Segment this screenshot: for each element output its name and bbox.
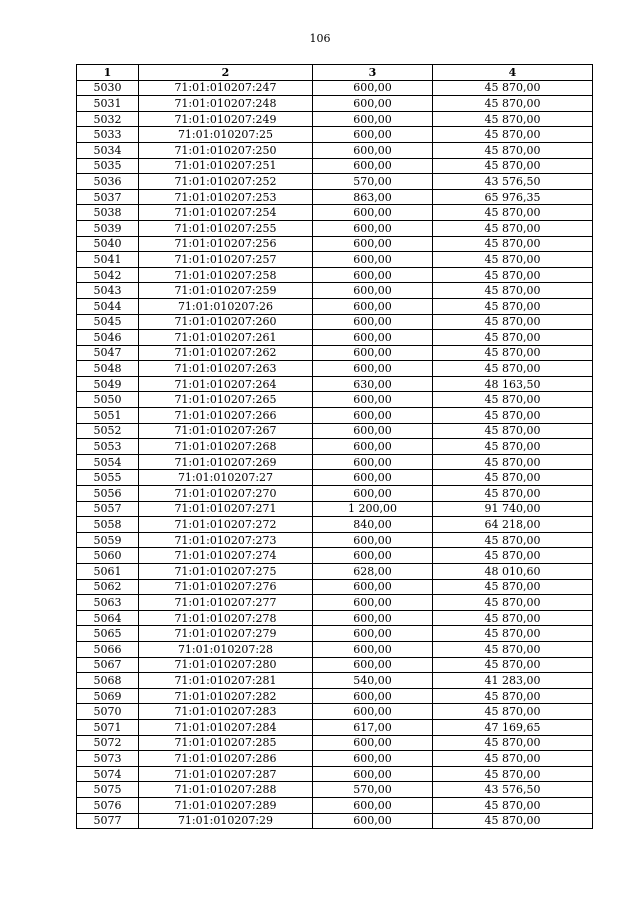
table-row: [77, 80, 593, 96]
table-header: [77, 65, 593, 81]
area-cell: 600,00: [313, 330, 433, 346]
cadastral-number-cell: 71:01:010207:252: [139, 174, 313, 190]
value-cell: 43 576,50: [433, 782, 593, 798]
value-cell: 45 870,00: [433, 423, 593, 439]
value-cell: 45 870,00: [433, 298, 593, 314]
area-cell: 600,00: [313, 205, 433, 221]
cadastral-number-cell: 71:01:010207:277: [139, 595, 313, 611]
cadastral-number-cell: 71:01:010207:286: [139, 751, 313, 767]
cadastral-number-cell: 71:01:010207:283: [139, 704, 313, 720]
cadastral-number-cell: 71:01:010207:251: [139, 158, 313, 174]
cadastral-number-cell: 71:01:010207:26: [139, 298, 313, 314]
table-row: [77, 314, 593, 330]
cadastral-number-cell: 71:01:010207:267: [139, 423, 313, 439]
table-row: [77, 626, 593, 642]
row-number-cell: 5038: [77, 205, 139, 221]
value-cell: 45 870,00: [433, 158, 593, 174]
value-cell: 45 870,00: [433, 454, 593, 470]
area-cell: 600,00: [313, 595, 433, 611]
row-number-cell: 5068: [77, 673, 139, 689]
table-row: [77, 641, 593, 657]
cadastral-number-cell: 71:01:010207:268: [139, 439, 313, 455]
value-cell: 45 870,00: [433, 704, 593, 720]
row-number-cell: 5059: [77, 532, 139, 548]
row-number-cell: 5039: [77, 220, 139, 236]
table-body: [77, 80, 593, 829]
table-row: [77, 657, 593, 673]
value-cell: 64 218,00: [433, 517, 593, 533]
area-cell: 600,00: [313, 439, 433, 455]
row-number-cell: 5035: [77, 158, 139, 174]
area-cell: 600,00: [313, 314, 433, 330]
row-number-cell: 5073: [77, 751, 139, 767]
table-row: [77, 454, 593, 470]
table-row: [77, 470, 593, 486]
value-cell: 45 870,00: [433, 626, 593, 642]
cadastral-number-cell: 71:01:010207:247: [139, 80, 313, 96]
area-cell: 600,00: [313, 813, 433, 829]
cadastral-number-cell: 71:01:010207:253: [139, 189, 313, 205]
table-row: [77, 610, 593, 626]
row-number-cell: 5045: [77, 314, 139, 330]
row-number-cell: 5034: [77, 142, 139, 158]
area-cell: 600,00: [313, 142, 433, 158]
table-row: [77, 704, 593, 720]
table-row: [77, 220, 593, 236]
row-number-cell: 5031: [77, 96, 139, 112]
row-number-cell: 5072: [77, 735, 139, 751]
value-cell: 45 870,00: [433, 688, 593, 704]
value-cell: 45 870,00: [433, 330, 593, 346]
area-cell: 600,00: [313, 236, 433, 252]
value-cell: 45 870,00: [433, 96, 593, 112]
table-row: [77, 751, 593, 767]
table-row: [77, 174, 593, 190]
value-cell: 45 870,00: [433, 579, 593, 595]
area-cell: 600,00: [313, 361, 433, 377]
table-row: [77, 517, 593, 533]
table-row: [77, 267, 593, 283]
value-cell: 45 870,00: [433, 439, 593, 455]
row-number-cell: 5074: [77, 766, 139, 782]
area-cell: 600,00: [313, 127, 433, 143]
area-cell: 600,00: [313, 392, 433, 408]
table-row: [77, 376, 593, 392]
table-row: [77, 205, 593, 221]
table-row: [77, 283, 593, 299]
area-cell: 600,00: [313, 408, 433, 424]
table-row: [77, 501, 593, 517]
area-cell: 600,00: [313, 423, 433, 439]
row-number-cell: 5051: [77, 408, 139, 424]
cadastral-number-cell: 71:01:010207:289: [139, 797, 313, 813]
row-number-cell: 5048: [77, 361, 139, 377]
value-cell: 45 870,00: [433, 283, 593, 299]
table-row: [77, 96, 593, 112]
cadastral-number-cell: 71:01:010207:263: [139, 361, 313, 377]
cadastral-number-cell: 71:01:010207:279: [139, 626, 313, 642]
row-number-cell: 5061: [77, 564, 139, 580]
cadastral-number-cell: 71:01:010207:254: [139, 205, 313, 221]
table-row: [77, 252, 593, 268]
column-header-4: 4: [433, 65, 593, 81]
row-number-cell: 5037: [77, 189, 139, 205]
cadastral-number-cell: 71:01:010207:257: [139, 252, 313, 268]
cadastral-number-cell: 71:01:010207:271: [139, 501, 313, 517]
value-cell: 43 576,50: [433, 174, 593, 190]
area-cell: 600,00: [313, 704, 433, 720]
column-header-2: 2: [139, 65, 313, 81]
row-number-cell: 5055: [77, 470, 139, 486]
table-row: [77, 423, 593, 439]
row-number-cell: 5065: [77, 626, 139, 642]
row-number-cell: 5030: [77, 80, 139, 96]
table-row: [77, 579, 593, 595]
cadastral-number-cell: 71:01:010207:273: [139, 532, 313, 548]
row-number-cell: 5046: [77, 330, 139, 346]
cadastral-number-cell: 71:01:010207:259: [139, 283, 313, 299]
value-cell: 45 870,00: [433, 766, 593, 782]
cadastral-number-cell: 71:01:010207:274: [139, 548, 313, 564]
row-number-cell: 5067: [77, 657, 139, 673]
row-number-cell: 5032: [77, 111, 139, 127]
row-number-cell: 5064: [77, 610, 139, 626]
column-header-3: 3: [313, 65, 433, 81]
area-cell: 600,00: [313, 111, 433, 127]
row-number-cell: 5058: [77, 517, 139, 533]
value-cell: 45 870,00: [433, 735, 593, 751]
row-number-cell: 5070: [77, 704, 139, 720]
row-number-cell: 5036: [77, 174, 139, 190]
cadastral-number-cell: 71:01:010207:275: [139, 564, 313, 580]
value-cell: 45 870,00: [433, 797, 593, 813]
value-cell: 48 010,60: [433, 564, 593, 580]
table-row: [77, 532, 593, 548]
cadastral-number-cell: 71:01:010207:287: [139, 766, 313, 782]
area-cell: 863,00: [313, 189, 433, 205]
page-number: 106: [309, 32, 331, 45]
value-cell: 45 870,00: [433, 641, 593, 657]
area-cell: 600,00: [313, 298, 433, 314]
table-row: [77, 142, 593, 158]
table-row: [77, 111, 593, 127]
area-cell: 600,00: [313, 532, 433, 548]
table-row: [77, 782, 593, 798]
value-cell: 45 870,00: [433, 345, 593, 361]
cadastral-number-cell: 71:01:010207:249: [139, 111, 313, 127]
row-number-cell: 5062: [77, 579, 139, 595]
area-cell: 600,00: [313, 486, 433, 502]
table-row: [77, 127, 593, 143]
value-cell: 45 870,00: [433, 408, 593, 424]
table-row: [77, 439, 593, 455]
table-row: [77, 719, 593, 735]
cadastral-number-cell: 71:01:010207:280: [139, 657, 313, 673]
cadastral-number-cell: 71:01:010207:264: [139, 376, 313, 392]
area-cell: 600,00: [313, 548, 433, 564]
area-cell: 600,00: [313, 220, 433, 236]
value-cell: 45 870,00: [433, 470, 593, 486]
area-cell: 570,00: [313, 174, 433, 190]
cadastral-number-cell: 71:01:010207:284: [139, 719, 313, 735]
table-row: [77, 361, 593, 377]
value-cell: 45 870,00: [433, 548, 593, 564]
column-header-1: 1: [77, 65, 139, 81]
area-cell: 600,00: [313, 688, 433, 704]
row-number-cell: 5047: [77, 345, 139, 361]
value-cell: 91 740,00: [433, 501, 593, 517]
value-cell: 45 870,00: [433, 486, 593, 502]
row-number-cell: 5077: [77, 813, 139, 829]
value-cell: 45 870,00: [433, 610, 593, 626]
area-cell: 600,00: [313, 766, 433, 782]
value-cell: 45 870,00: [433, 127, 593, 143]
data-table: [76, 64, 593, 829]
area-cell: 570,00: [313, 782, 433, 798]
area-cell: 540,00: [313, 673, 433, 689]
value-cell: 65 976,35: [433, 189, 593, 205]
area-cell: 600,00: [313, 267, 433, 283]
table-row: [77, 688, 593, 704]
area-cell: 617,00: [313, 719, 433, 735]
value-cell: 45 870,00: [433, 267, 593, 283]
cadastral-number-cell: 71:01:010207:248: [139, 96, 313, 112]
cadastral-number-cell: 71:01:010207:29: [139, 813, 313, 829]
value-cell: 45 870,00: [433, 111, 593, 127]
cadastral-number-cell: 71:01:010207:288: [139, 782, 313, 798]
table-row: [77, 392, 593, 408]
area-cell: 600,00: [313, 626, 433, 642]
value-cell: 45 870,00: [433, 751, 593, 767]
value-cell: 45 870,00: [433, 657, 593, 673]
area-cell: 600,00: [313, 345, 433, 361]
row-number-cell: 5056: [77, 486, 139, 502]
row-number-cell: 5033: [77, 127, 139, 143]
value-cell: 45 870,00: [433, 361, 593, 377]
area-cell: 600,00: [313, 579, 433, 595]
cadastral-number-cell: 71:01:010207:250: [139, 142, 313, 158]
cadastral-number-cell: 71:01:010207:256: [139, 236, 313, 252]
value-cell: 45 870,00: [433, 532, 593, 548]
value-cell: 45 870,00: [433, 252, 593, 268]
row-number-cell: 5063: [77, 595, 139, 611]
table-row: [77, 797, 593, 813]
cadastral-number-cell: 71:01:010207:270: [139, 486, 313, 502]
value-cell: 47 169,65: [433, 719, 593, 735]
area-cell: 600,00: [313, 735, 433, 751]
cadastral-number-cell: 71:01:010207:260: [139, 314, 313, 330]
cadastral-number-cell: 71:01:010207:265: [139, 392, 313, 408]
area-cell: 600,00: [313, 797, 433, 813]
value-cell: 45 870,00: [433, 813, 593, 829]
value-cell: 45 870,00: [433, 595, 593, 611]
cadastral-number-cell: 71:01:010207:262: [139, 345, 313, 361]
row-number-cell: 5075: [77, 782, 139, 798]
row-number-cell: 5041: [77, 252, 139, 268]
area-cell: 600,00: [313, 283, 433, 299]
cadastral-number-cell: 71:01:010207:269: [139, 454, 313, 470]
row-number-cell: 5052: [77, 423, 139, 439]
area-cell: 630,00: [313, 376, 433, 392]
cadastral-number-cell: 71:01:010207:255: [139, 220, 313, 236]
value-cell: 48 163,50: [433, 376, 593, 392]
area-cell: 628,00: [313, 564, 433, 580]
area-cell: 840,00: [313, 517, 433, 533]
cadastral-number-cell: 71:01:010207:285: [139, 735, 313, 751]
row-number-cell: 5042: [77, 267, 139, 283]
value-cell: 41 283,00: [433, 673, 593, 689]
table-row: [77, 813, 593, 829]
value-cell: 45 870,00: [433, 314, 593, 330]
row-number-cell: 5054: [77, 454, 139, 470]
row-number-cell: 5069: [77, 688, 139, 704]
header-row: [77, 65, 593, 81]
table-row: [77, 595, 593, 611]
row-number-cell: 5057: [77, 501, 139, 517]
cadastral-number-cell: 71:01:010207:272: [139, 517, 313, 533]
area-cell: 600,00: [313, 454, 433, 470]
area-cell: 600,00: [313, 470, 433, 486]
row-number-cell: 5060: [77, 548, 139, 564]
table-row: [77, 564, 593, 580]
area-cell: 600,00: [313, 96, 433, 112]
value-cell: 45 870,00: [433, 205, 593, 221]
cadastral-number-cell: 71:01:010207:282: [139, 688, 313, 704]
area-cell: 600,00: [313, 610, 433, 626]
table-row: [77, 298, 593, 314]
row-number-cell: 5043: [77, 283, 139, 299]
area-cell: 600,00: [313, 641, 433, 657]
cadastral-number-cell: 71:01:010207:25: [139, 127, 313, 143]
table-row: [77, 189, 593, 205]
value-cell: 45 870,00: [433, 80, 593, 96]
cadastral-number-cell: 71:01:010207:266: [139, 408, 313, 424]
value-cell: 45 870,00: [433, 142, 593, 158]
area-cell: 1 200,00: [313, 501, 433, 517]
table-row: [77, 345, 593, 361]
row-number-cell: 5066: [77, 641, 139, 657]
table-row: [77, 330, 593, 346]
area-cell: 600,00: [313, 80, 433, 96]
area-cell: 600,00: [313, 252, 433, 268]
cadastral-number-cell: 71:01:010207:276: [139, 579, 313, 595]
table-row: [77, 236, 593, 252]
table-row: [77, 486, 593, 502]
row-number-cell: 5053: [77, 439, 139, 455]
value-cell: 45 870,00: [433, 236, 593, 252]
cadastral-number-cell: 71:01:010207:28: [139, 641, 313, 657]
cadastral-number-cell: 71:01:010207:281: [139, 673, 313, 689]
row-number-cell: 5049: [77, 376, 139, 392]
table-row: [77, 548, 593, 564]
area-cell: 600,00: [313, 158, 433, 174]
cadastral-number-cell: 71:01:010207:258: [139, 267, 313, 283]
table-row: [77, 408, 593, 424]
table-row: [77, 735, 593, 751]
cadastral-number-cell: 71:01:010207:27: [139, 470, 313, 486]
table-row: [77, 766, 593, 782]
value-cell: 45 870,00: [433, 392, 593, 408]
row-number-cell: 5071: [77, 719, 139, 735]
table-row: [77, 158, 593, 174]
row-number-cell: 5076: [77, 797, 139, 813]
area-cell: 600,00: [313, 751, 433, 767]
area-cell: 600,00: [313, 657, 433, 673]
value-cell: 45 870,00: [433, 220, 593, 236]
table-row: [77, 673, 593, 689]
row-number-cell: 5050: [77, 392, 139, 408]
cadastral-number-cell: 71:01:010207:278: [139, 610, 313, 626]
row-number-cell: 5044: [77, 298, 139, 314]
row-number-cell: 5040: [77, 236, 139, 252]
cadastral-number-cell: 71:01:010207:261: [139, 330, 313, 346]
